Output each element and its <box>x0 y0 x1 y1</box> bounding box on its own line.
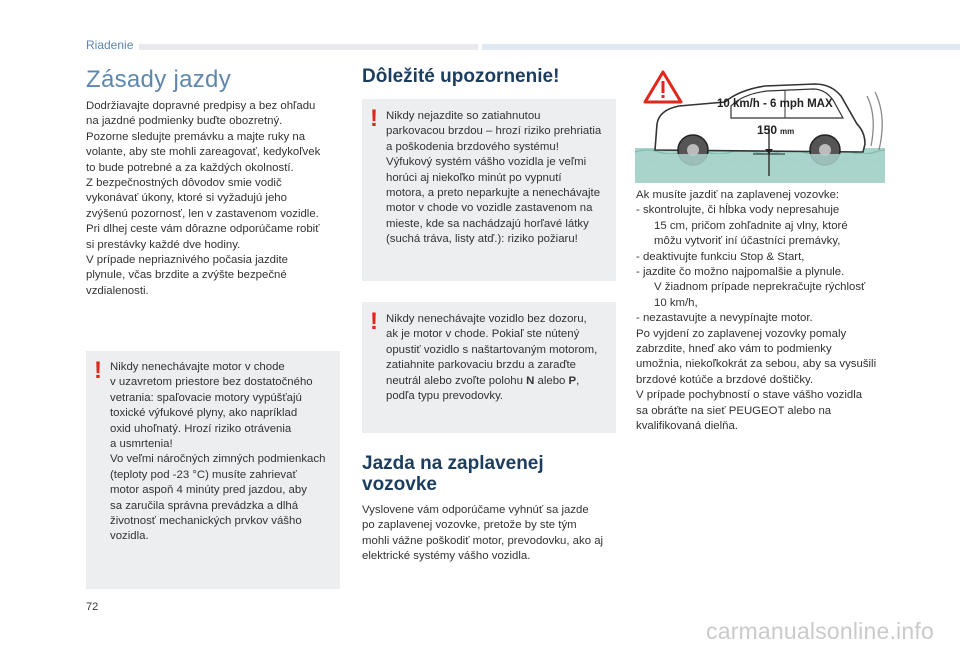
warning-exclamation-icon: ! <box>370 308 378 335</box>
intro-line: V prípade nepriaznivého počasia jazdite <box>86 254 289 267</box>
speed-limit-label: 10 km/h - 6 mph MAX <box>717 98 833 110</box>
warning-line: a usmrtenia! <box>110 438 173 451</box>
flood-line: Vyslovene vám odporúčame vyhnúť sa jazde <box>362 504 589 516</box>
advice-after-line: kvalifikovaná dielňa. <box>636 420 738 433</box>
advice-after-line: brzdové kotúče a brzdové doštičky. <box>636 373 814 386</box>
intro-line: vykonávať úkony, ktoré si vyžadujú jeho <box>86 192 287 205</box>
advice-after-line: umožnia, niekoľkokrát za sebou, aby sa vysušili <box>636 358 877 371</box>
warning-line: Vo veľmi náročných zimných podmienkach <box>110 453 326 466</box>
flood-paragraph <box>362 503 618 565</box>
advice-item-line: - deaktivujte funkciu Stop & Start, <box>636 250 805 263</box>
advice-after-line: zabrzdite, hneď ako vám to podmienky <box>636 343 832 356</box>
header-rule-left <box>86 44 478 50</box>
warning-line: vetrania: spaľovacie motory vypúšťajú <box>110 391 302 404</box>
advice-item-line: - jazdite čo možno najpomalšie a plynule. <box>636 266 845 279</box>
flood-line: mohli vážne poškodiť motor, prevodovku, ako aj <box>362 534 604 547</box>
water-overlay <box>635 154 885 183</box>
depth-value-label: 150 <box>757 123 778 137</box>
intro-line: zvýšenú pozornosť, len v zastavenom vozidle. <box>86 207 319 220</box>
flood-heading-line: vozovke <box>362 474 437 495</box>
advice-after-line: sa obráťte na sieť PEUGEOT alebo na <box>636 404 832 417</box>
warning-line: v uzavretom priestore bez dostatočného <box>110 376 313 389</box>
warning-triangle-mark <box>662 81 665 93</box>
flood-heading-line: Jazda na zaplavenej <box>362 453 544 474</box>
advice-after-line: V prípade pochybností o stave vášho vozidla <box>636 389 863 402</box>
important-heading: Dôležité upozornenie! <box>362 66 560 87</box>
warning-line <box>386 375 579 387</box>
warning-line: Nikdy nejazdite so zatiahnutou <box>386 110 541 122</box>
intro-line: plynule, včas brzdite a zvýšte bezpečné <box>86 269 287 282</box>
header-rule-right <box>482 44 960 50</box>
warning-line-part: neutrál alebo zvoľte polohu <box>386 374 527 387</box>
warning-box-unattended <box>362 302 616 433</box>
flood-line: po zaplavenej vozovke, pretože by ste tým <box>362 519 577 532</box>
warning-line: vozidla. <box>110 530 149 543</box>
intro-line: Dodržiavajte dopravné predpisy a bez ohľadu <box>86 100 316 112</box>
advice-intro: Ak musíte jazdiť na zaplavenej vozovke: <box>636 189 840 201</box>
warning-line: ak je motor v chode. Pokiaľ ste nútený <box>386 328 580 341</box>
intro-line: na jazdné podmienky buďte obozretný. <box>86 115 283 128</box>
intro-line: si prestávky každé dve hodiny. <box>86 238 241 251</box>
intro-line: vzdialenosti. <box>86 284 149 297</box>
warning-text <box>386 109 610 248</box>
advice-item-continuation: 15 cm, pričom zohľadnite aj vlny, ktoré <box>654 219 848 232</box>
page-title: Zásady jazdy <box>86 66 231 93</box>
warning-line: Nikdy nenechávajte vozidlo bez dozoru, <box>386 313 587 325</box>
warning-line: oxid uhoľnatý. Hrozí riziko otrávenia <box>110 422 292 435</box>
intro-line: Pozorne sledujte premávku a majte ruky na <box>86 130 306 143</box>
warning-text <box>110 360 334 545</box>
warning-line: toxické výfukové plyny, ako napríklad <box>110 407 298 420</box>
watermark: carmanualsonline.info <box>706 618 934 644</box>
advice-after-line: Po vyjdení zo zaplavenej vozovky pomaly <box>636 327 847 340</box>
gear-n-label: N <box>526 374 535 387</box>
warning-line: opustiť vozidlo s naštartovaným motorom, <box>386 343 598 356</box>
warning-exclamation-icon: ! <box>370 105 378 132</box>
warning-box-engine <box>86 351 340 589</box>
gear-p-label: P <box>568 374 577 387</box>
warning-box-brake <box>362 99 616 281</box>
warning-line: a poškodenia brzdového systému! <box>386 140 559 153</box>
warning-line: horúci aj niekoľko minút po vypnutí <box>386 171 562 184</box>
intro-line: Pri dlhej ceste vám dôrazne odporúčame robiť <box>86 223 320 236</box>
warning-line: sa zaručila správna prevádzka a dlhá <box>110 499 299 512</box>
intro-line: to bude potrebné a za každých okolností. <box>86 161 294 174</box>
depth-unit-label: mm <box>780 127 795 136</box>
warning-exclamation-icon: ! <box>94 357 102 384</box>
flood-advice <box>636 188 898 435</box>
advice-item-line: - skontrolujte, či hĺbka vody nepresahuje <box>636 204 840 217</box>
intro-paragraph <box>86 99 348 299</box>
warning-line: zatiahnite parkovaciu brzdu a zaraďte <box>386 359 576 372</box>
warning-line: Výfukový systém vášho vozidla je veľmi <box>386 156 587 169</box>
intro-line: volante, aby ste mohli zareagovať, kedykoľvek <box>86 146 321 159</box>
warning-line: podľa typu prevodovky. <box>386 390 504 403</box>
advice-item-line: - nezastavujte a nevypínajte motor. <box>636 312 813 325</box>
warning-line: motor aspoň 4 minúty pred jazdou, aby <box>110 484 307 497</box>
flood-heading <box>362 453 612 495</box>
warning-line: parkovacou brzdou – hrozí riziko prehriatia <box>386 125 602 138</box>
advice-item-continuation: môžu vytvoriť iní účastníci premávky, <box>654 235 841 248</box>
section-label: Riadenie <box>86 38 139 52</box>
warning-line: (teploty pod -23 °C) musíte zahrievať <box>110 468 297 481</box>
intro-line: Z bezpečnostných dôvodov smie vodič <box>86 177 282 190</box>
page-number: 72 <box>86 601 99 613</box>
advice-item-continuation: 10 km/h, <box>654 296 698 309</box>
warning-line: (suchá tráva, listy atď.): riziko požiaru! <box>386 233 578 246</box>
warning-triangle-dot <box>662 95 665 98</box>
flooded-road-illustration <box>635 66 885 183</box>
warning-text <box>386 312 610 404</box>
warning-line: mieste, kde sa nachádzajú horľavé látky <box>386 217 589 230</box>
flood-line: elektrické systémy vášho vozidla. <box>362 550 531 563</box>
advice-item-continuation: V žiadnom prípade neprekračujte rýchlosť <box>654 281 866 294</box>
warning-line-part: alebo <box>534 374 569 387</box>
warning-line: motora, a preto neparkujte a nenechávajte <box>386 187 601 200</box>
warning-line: Nikdy nenechávajte motor v chode <box>110 361 285 373</box>
warning-line: motor v chode vo vozidle zastavenom na <box>386 202 593 215</box>
warning-line: životnosť mechanických prvkov vášho <box>110 515 302 528</box>
warning-line-part: , <box>576 374 580 387</box>
